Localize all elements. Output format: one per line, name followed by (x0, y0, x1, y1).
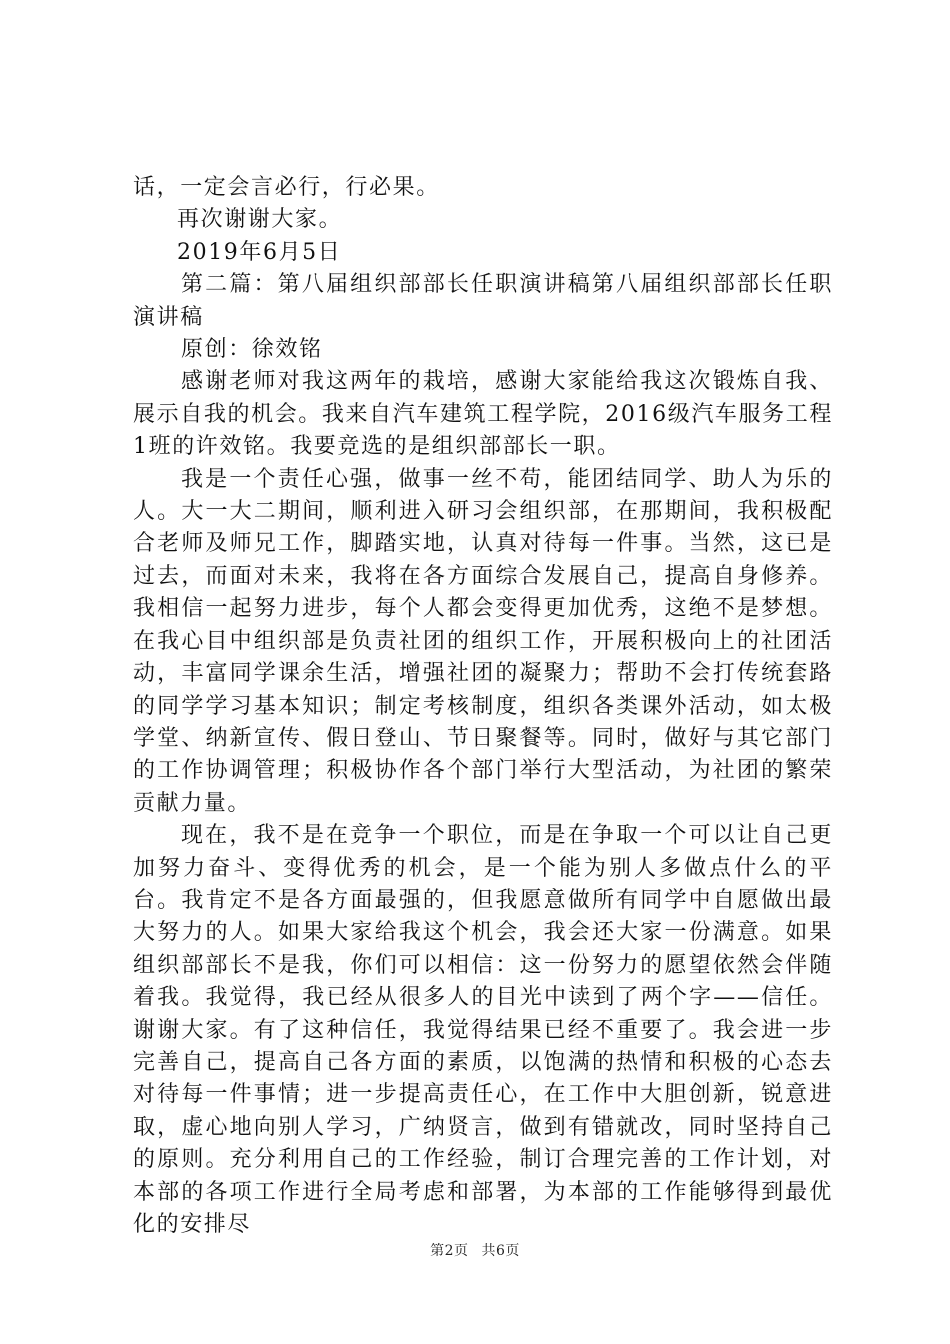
page-number-current: 第2页 (430, 1243, 469, 1259)
paragraph-self-description: 我是一个责任心强，做事一丝不苟，能团结同学、助人为乐的人。大一大二期间，顺利进入研习会组织部，在那期间，我积极配合老师及师兄工作，脚踏实地，认真对待每一件事。当然，这已是过去，而面对未来，我将在各方面综合发展自己，提高自身修养。我相信一起努力进步，每个人都会变得更加优秀，这绝不是梦想。在我心目中组织部是负责社团的组织工作，开展积极向上的社团活动，丰富同学课余生活，增强社团的凝聚力；帮助不会打传统套路的同学学习基本知识；制定考核制度，组织各类课外活动，如太极学堂、纳新宣传、假日登山、节日聚餐等。同时，做好与其它部门的工作协调管理；积极协作各个部门举行大型活动，为社团的繁荣贡献力量。 (133, 466, 833, 816)
paragraph-intro: 感谢老师对我这两年的栽培，感谢大家能给我这次锻炼自我、展示自我的机会。我来自汽车建筑工程学院，2016级汽车服务工程1班的许效铭。我要竞选的是组织部部长一职。 (133, 369, 833, 460)
paragraph-date: 2019年6月5日 (177, 239, 342, 265)
paragraph-continuation: 话，一定会言必行，行必果。 (133, 175, 440, 200)
paragraph-author: 原创：徐效铭 (181, 337, 323, 363)
page-footer (0, 1240, 950, 1260)
document-body (133, 172, 833, 1241)
paragraph-thanks: 再次谢谢大家。 (177, 207, 343, 233)
paragraph-pledge: 现在，我不是在竞争一个职位，而是在争取一个可以让自己更加努力奋斗、变得优秀的机会，是一个能为别人多做点什么的平台。我肯定不是各方面最强的，但我愿意做所有同学中自愿做出最大努力的人。如果大家给我这个机会，我会还大家一份满意。如果组织部部长不是我，你们可以相信：这一份努力的愿望依然会伴随着我。我觉得，我已经从很多人的目光中读到了两个字——信任。谢谢大家。有了这种信任，我觉得结果已经不重要了。我会进一步完善自己，提高自己各方面的素质，以饱满的热情和积极的心态去对待每一件事情；进一步提高责任心，在工作中大胆创新，锐意进取，虚心地向别人学习，广纳贤言，做到有错就改，同时坚持自己的原则。充分利用自己的工作经验，制订合理完善的工作计划，对本部的各项工作进行全局考虑和部署，为本部的工作能够得到最优化的安排尽 (133, 823, 833, 1237)
section-heading: 第二篇：第八届组织部部长任职演讲稿第八届组织部部长任职演讲稿 (133, 272, 833, 330)
page-number-total: 共6页 (481, 1243, 520, 1259)
